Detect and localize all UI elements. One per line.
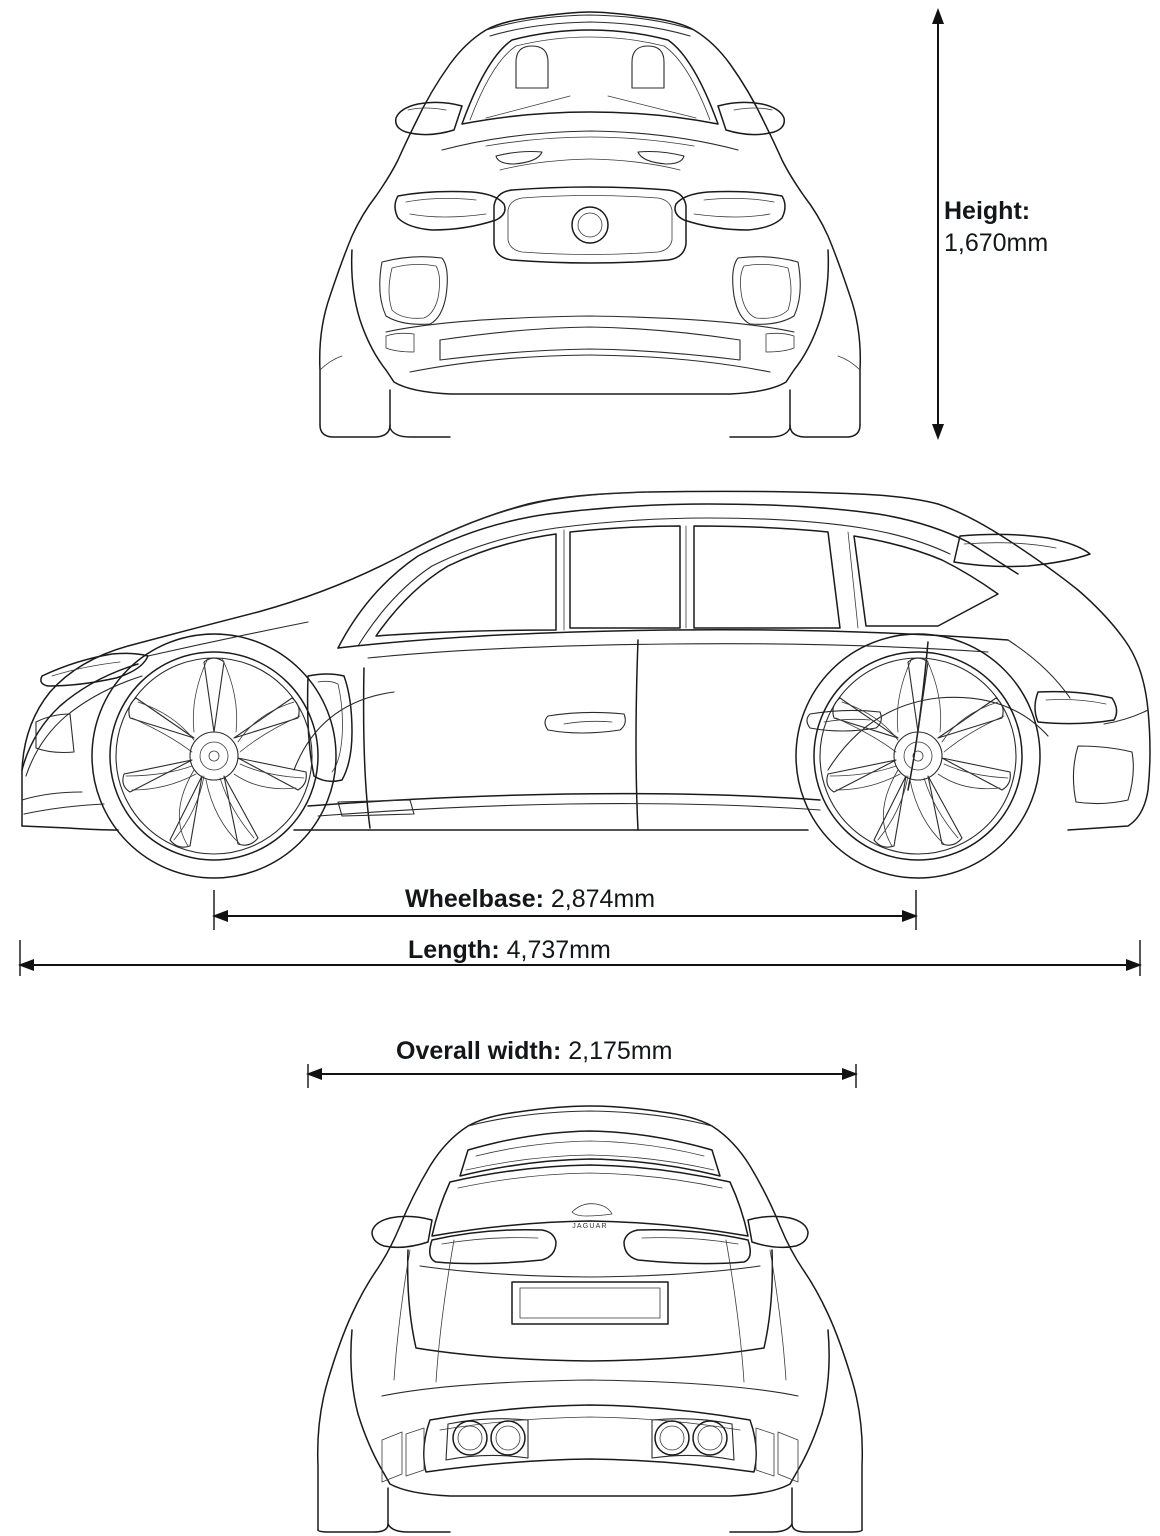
rear-wheel xyxy=(796,634,1040,878)
wheelbase-value-text: 2,874mm xyxy=(550,885,656,913)
wheelbase-label xyxy=(405,884,655,916)
rear-view-outline xyxy=(318,1106,863,1532)
width-value-text: 2,175mm xyxy=(568,1037,673,1065)
width-dimension xyxy=(300,1058,870,1088)
brand-badge xyxy=(572,1204,612,1230)
brand-badge-text: JAGUAR xyxy=(572,1223,608,1230)
length-value-text: 4,737mm xyxy=(506,936,611,964)
wheelbase-label-text: Wheelbase: xyxy=(405,885,544,913)
exhaust-right xyxy=(652,1419,734,1460)
height-label-text: Height: xyxy=(944,197,1031,225)
length-label xyxy=(408,935,611,967)
rear-view xyxy=(290,1090,870,1536)
height-label xyxy=(944,196,1048,259)
exhaust-left xyxy=(446,1419,528,1460)
length-label-text: Length: xyxy=(408,936,500,964)
height-value-text: 1,670mm xyxy=(944,228,1049,257)
side-view xyxy=(8,470,1158,920)
width-label-text: Overall width: xyxy=(396,1037,562,1065)
front-view xyxy=(290,0,870,450)
side-view-outline xyxy=(22,491,1150,878)
front-view-outline xyxy=(320,12,861,437)
front-wheel xyxy=(92,634,336,878)
